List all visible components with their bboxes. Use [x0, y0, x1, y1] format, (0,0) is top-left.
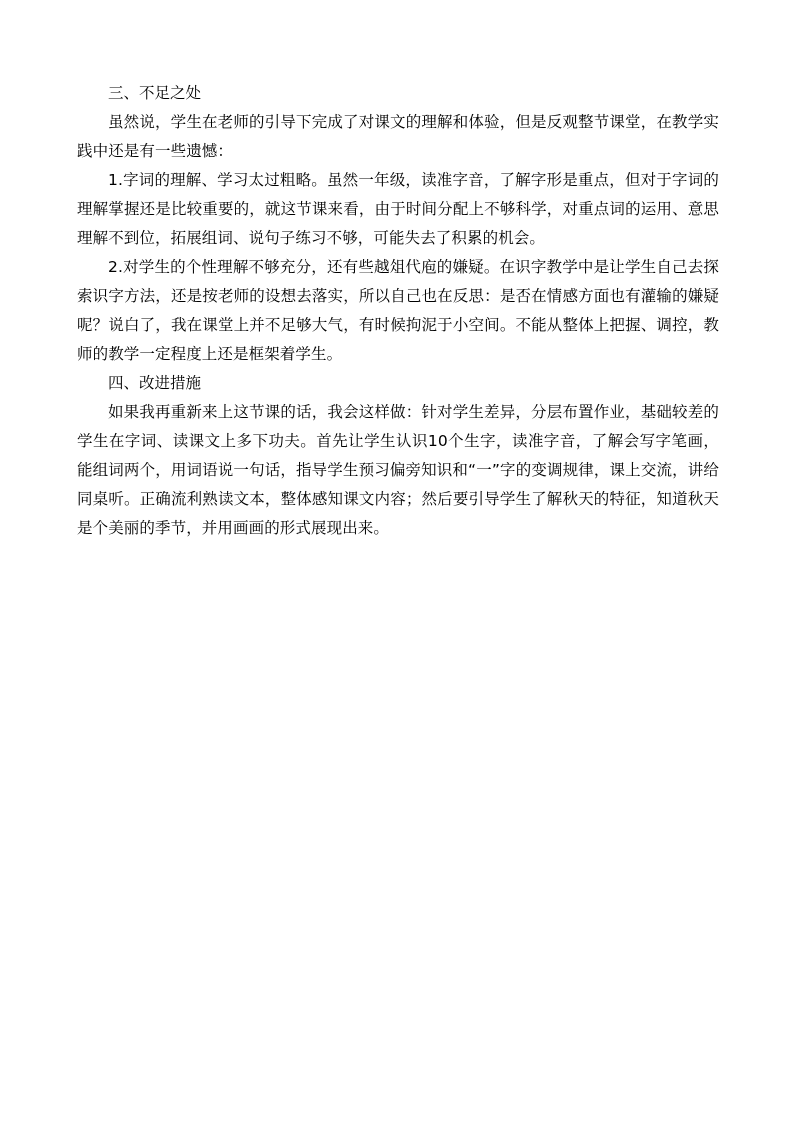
paragraph-improvements-body: 如果我再重新来上这节课的话，我会这样做：针对学生差异，分层布置作业，基础较差的学生在字词、读课文上多下功夫。首先让学生认识10个生字，读准字音，了解会写字笔画，能组词两个，用词语说一句话，指导学生预习偏旁知识和“一”字的变调规律，课上交流，讲给同桌听。正确流利熟读文本，整体感知课文内容；然后要引导学生了解秋天的特征，知道秋天是个美丽的季节，并用画画的形式展现出来。 — [77, 403, 719, 537]
section-heading-shortcomings: 三、不足之处 — [108, 84, 202, 102]
section-heading-improvements: 四、改进措施 — [108, 374, 202, 392]
paragraph-shortcoming-point-1: 1.字词的理解、学习太过粗略。虽然一年级，读准字音，了解字形是重点，但对于字词的理解掌握还是比较重要的，就这节课来看，由于时间分配上不够科学，对重点词的运用、意思理解不到位，拓展组词、说句子练习不够，可能失去了积累的机会。 — [77, 171, 719, 247]
paragraph-shortcomings-intro: 虽然说，学生在老师的引导下完成了对课文的理解和体验，但是反观整节课堂，在教学实践中还是有一些遗憾： — [77, 113, 719, 160]
paragraph-shortcoming-point-2: 2.对学生的个性理解不够充分，还有些越俎代庖的嫌疑。在识字教学中是让学生自己去探索识字方法，还是按老师的设想去落实，所以自己也在反思：是否在情感方面也有灌输的嫌疑呢？说白了，我在课堂上并不足够大气，有时候拘泥于小空间。不能从整体上把握、调控，教师的教学一定程度上还是框架着学生。 — [77, 258, 719, 363]
document-page — [77, 79, 719, 543]
